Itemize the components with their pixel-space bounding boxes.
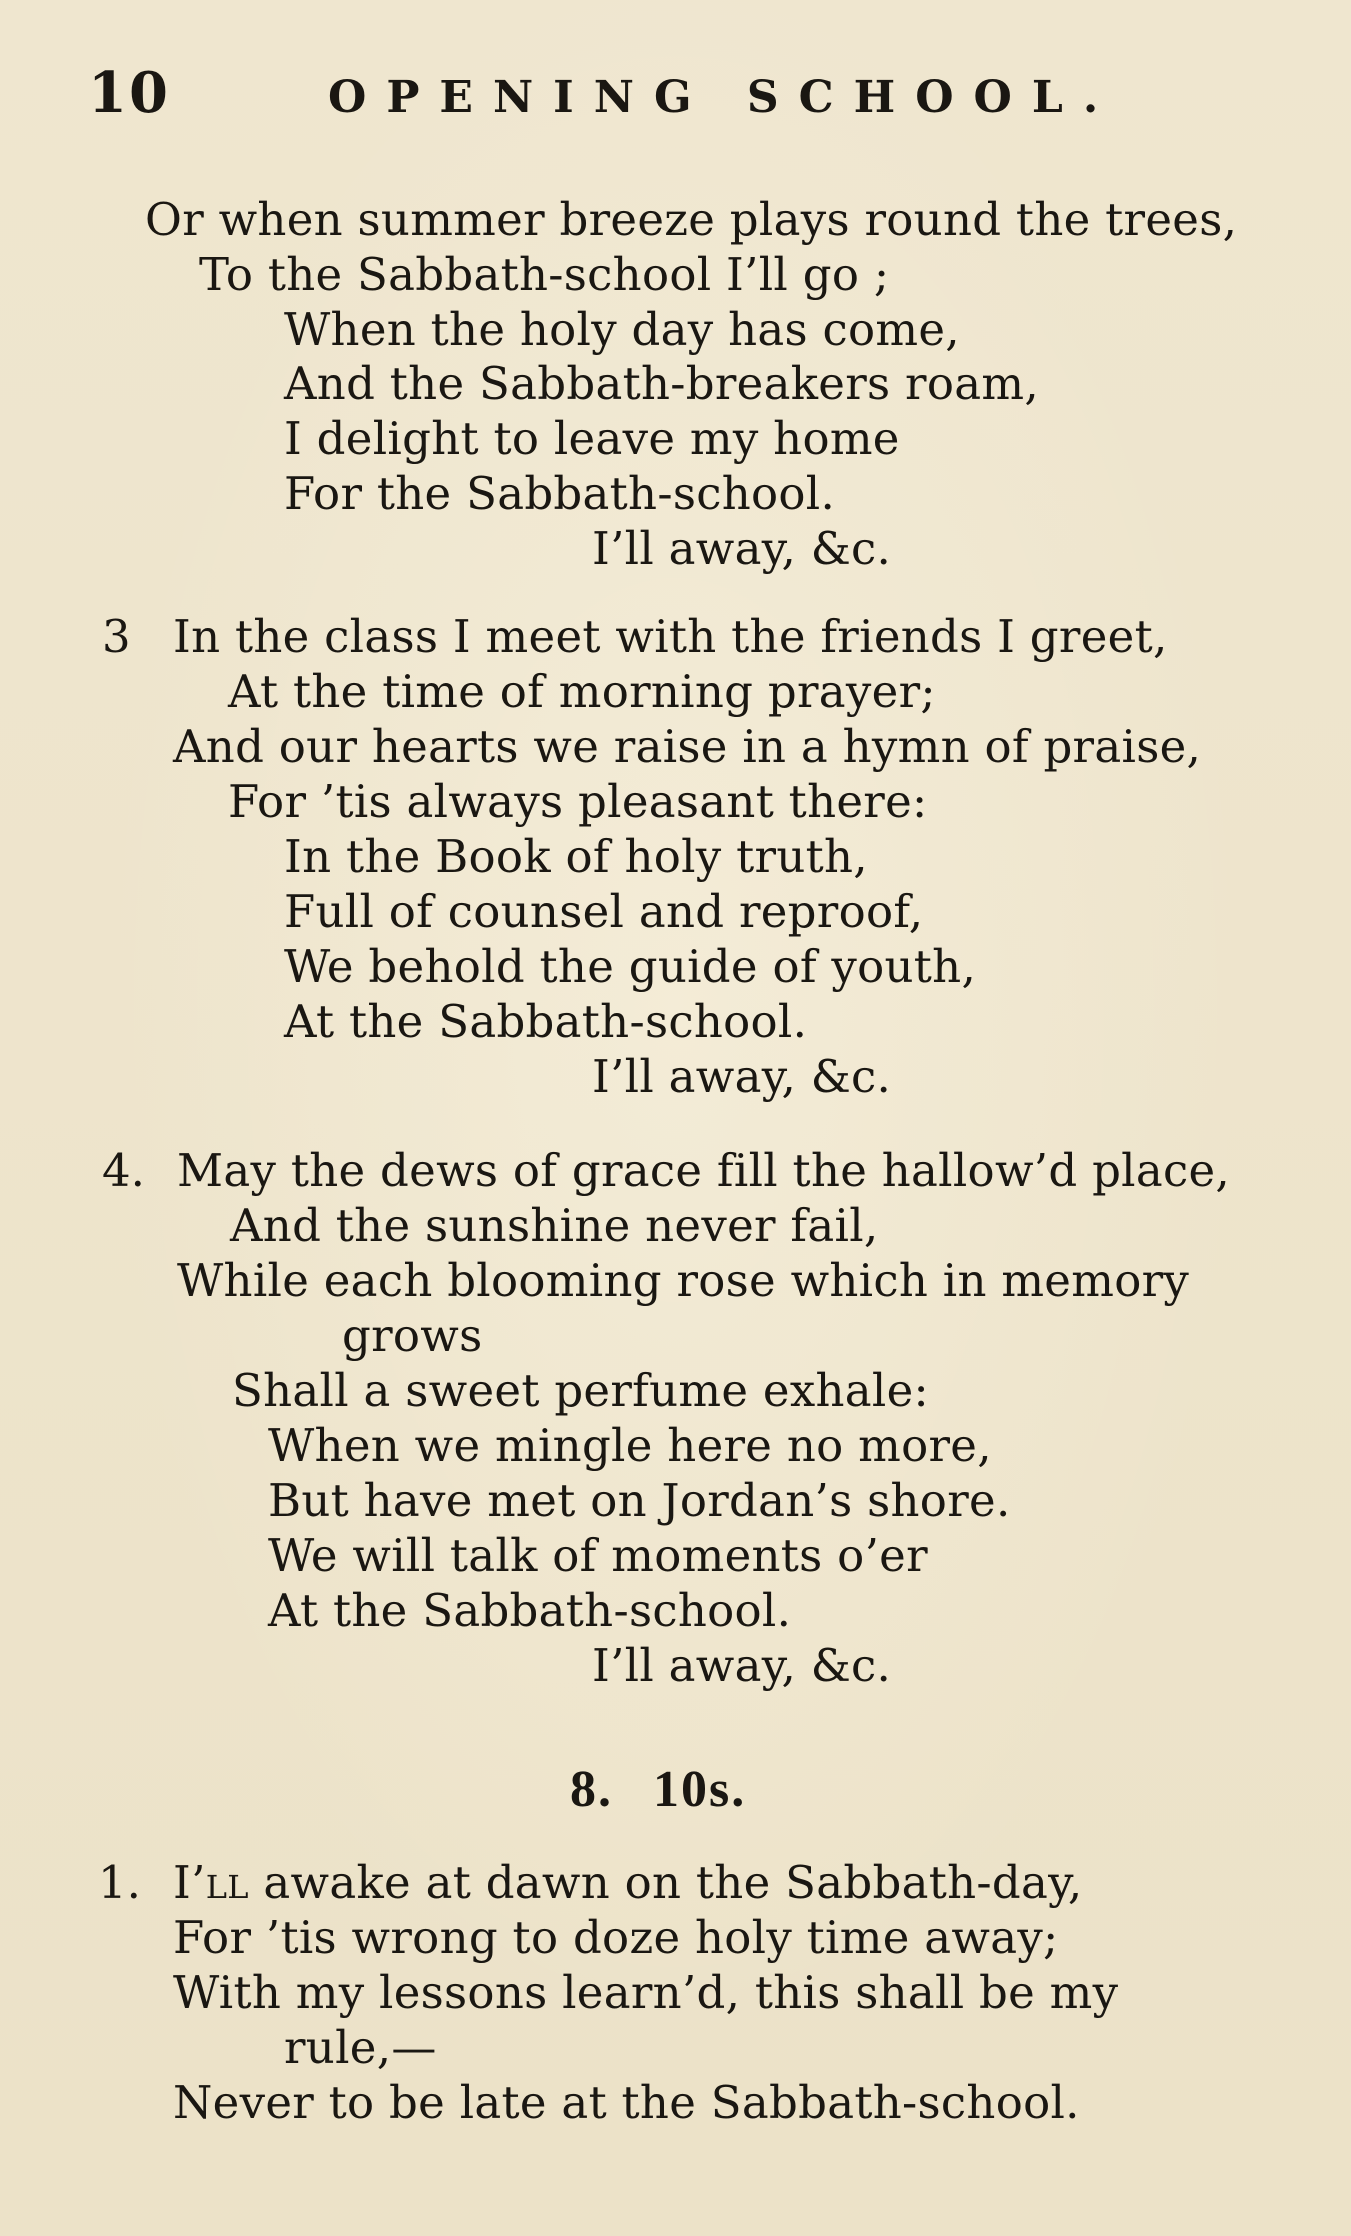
refrain-line: I’ll away, &c.	[592, 1639, 892, 1692]
verse-line: At the Sabbath-school.	[284, 995, 808, 1048]
initial-cap: I’	[173, 1856, 206, 1909]
verse-line: In the class I meet with the friends I greet,	[173, 610, 1168, 663]
verse-line: And our hearts we raise in a hymn of praise,	[173, 720, 1202, 773]
verse-line: While each blooming rose which in memory	[177, 1254, 1190, 1307]
verse-line: With my lessons learn’d, this shall be my	[173, 1966, 1119, 2019]
hymn-heading	[570, 1758, 746, 1822]
first-line-rest: awake at dawn on the Sabbath-day,	[248, 1856, 1083, 1909]
verse-line: At the Sabbath-school.	[268, 1584, 792, 1637]
verse-line: I delight to leave my home	[284, 412, 900, 465]
refrain-line: I’ll away, &c.	[592, 1050, 892, 1103]
verse-line: For ’tis always pleasant there:	[228, 775, 928, 828]
running-head: OPENING SCHOOL.	[328, 72, 1119, 123]
verse-line: grows	[342, 1309, 483, 1362]
verse-line: And the Sabbath-breakers roam,	[284, 357, 1039, 410]
hymn-number: 8.	[570, 1761, 613, 1818]
page-number: 10	[88, 60, 170, 126]
verse-line: May the dews of grace fill the hallow’d place,	[177, 1144, 1231, 1197]
verse-line: At the time of morning prayer;	[228, 665, 936, 718]
stanza-number: 3	[102, 610, 131, 663]
verse-line: Full of counsel and reproof,	[284, 885, 924, 938]
verse-line: To the Sabbath-school I’ll go ;	[199, 248, 890, 301]
verse-line: For the Sabbath-school.	[284, 467, 836, 520]
verse-line: For ’tis wrong to doze holy time away;	[173, 1911, 1059, 1964]
verse-line: Or when summer breeze plays round the trees,	[145, 193, 1238, 246]
stanza-number: 4.	[102, 1144, 145, 1197]
small-caps: ll	[205, 1856, 249, 1909]
verse-line: We behold the guide of youth,	[284, 940, 977, 993]
verse-line: When we mingle here no more,	[268, 1419, 992, 1472]
verse-line: Never to be late at the Sabbath-school.	[173, 2076, 1080, 2129]
verse-line: And the sunshine never fail,	[230, 1199, 879, 1252]
verse-line: But have met on Jordan’s shore.	[268, 1474, 1011, 1527]
verse-line: When the holy day has come,	[284, 303, 960, 356]
verse-line: Shall a sweet perfume exhale:	[232, 1364, 930, 1417]
hymn-meter: 10s.	[653, 1761, 747, 1818]
verse-line: We will talk of moments o’er	[268, 1529, 928, 1582]
stanza-number: 1.	[98, 1856, 141, 1909]
verse-line	[173, 1855, 1082, 1911]
refrain-line: I’ll away, &c.	[592, 522, 892, 575]
verse-line: In the Book of holy truth,	[284, 830, 868, 883]
verse-line: rule,—	[284, 2021, 437, 2074]
